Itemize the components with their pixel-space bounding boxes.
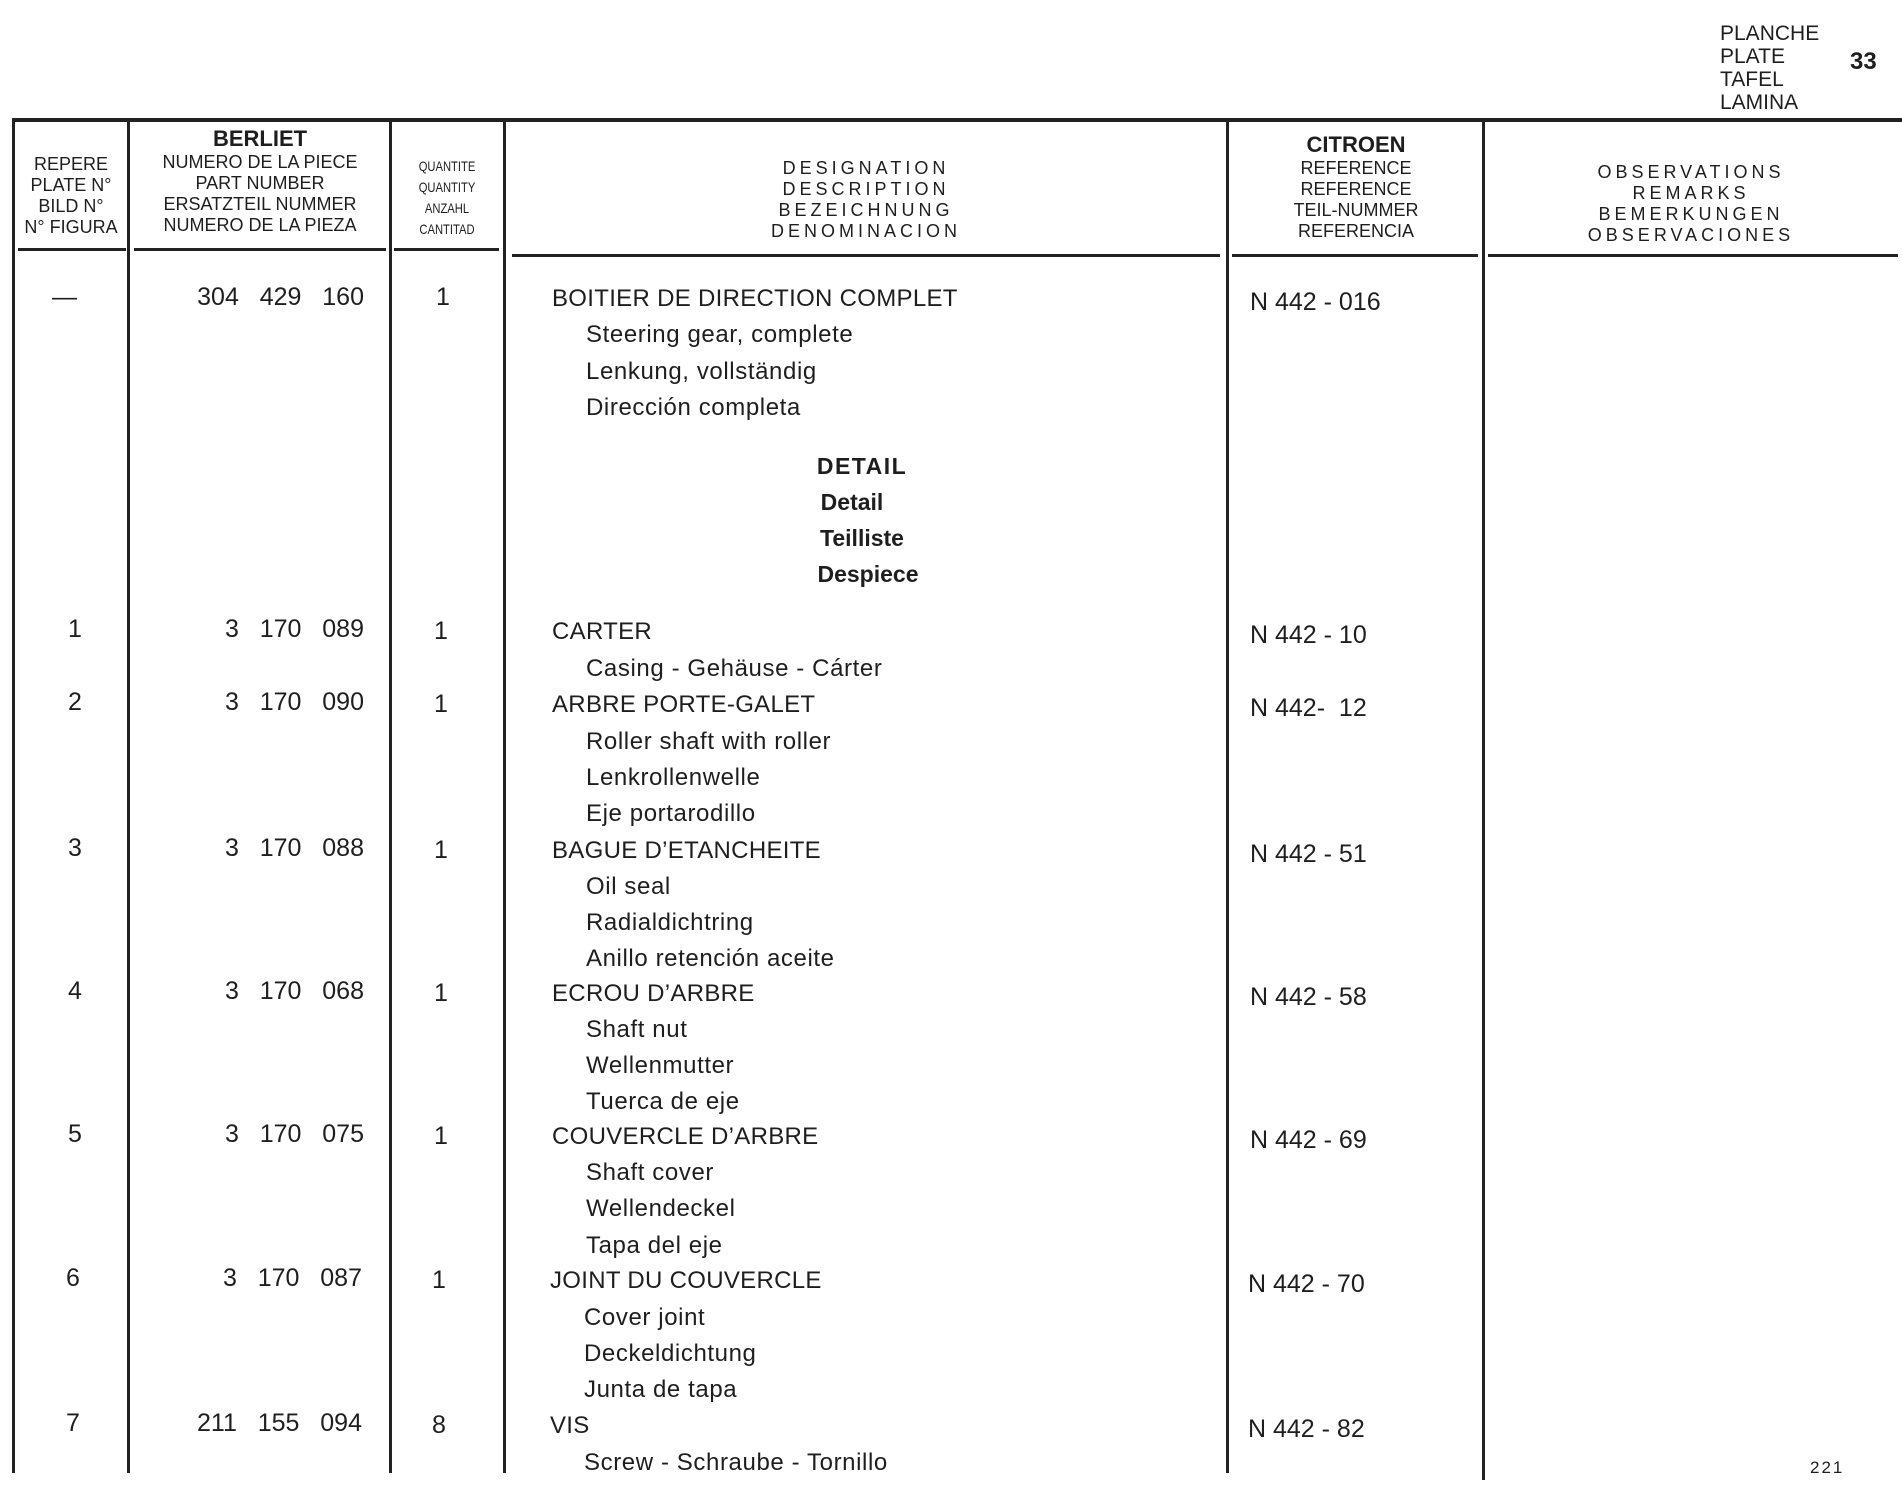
row-6-ref: 6 xyxy=(66,1264,80,1292)
detail-title-es: Despiece xyxy=(817,561,919,587)
col-header-observations xyxy=(1486,162,1896,246)
header-rule-4 xyxy=(512,254,1220,257)
row-1-sub-0: Casing - Gehäuse - Cárter xyxy=(586,655,883,682)
observations-en: REMARKS xyxy=(1632,183,1750,203)
row-6-sub-0: Cover joint xyxy=(584,1304,706,1331)
row-4-citroen: N 442 - 58 xyxy=(1250,983,1367,1011)
col-divider-4 xyxy=(1226,118,1229,1473)
row-6-sub-2: Junta de tapa xyxy=(584,1376,738,1403)
row-3-sub-2: Anillo retención aceite xyxy=(586,945,835,972)
row-3-part xyxy=(134,834,364,863)
repere-en: PLATE N° xyxy=(30,175,112,195)
row-7-ref: 7 xyxy=(66,1409,80,1437)
berliet-de: ERSATZTEIL NUMMER xyxy=(163,194,357,214)
row-6-sub-1: Deckeldichtung xyxy=(584,1340,757,1367)
designation-fr: DESIGNATION xyxy=(782,158,950,178)
part-seg: 090 xyxy=(322,688,364,716)
row-7-name: VIS xyxy=(550,1412,590,1439)
berliet-fr: NUMERO DE LA PIECE xyxy=(162,152,358,172)
quantity-fr: QUANTITE xyxy=(418,158,476,174)
row-0-sub-1: Lenkung, vollständig xyxy=(586,358,817,385)
col-divider-0 xyxy=(12,118,15,1473)
row-4-part xyxy=(134,977,364,1006)
part-seg: 304 xyxy=(197,283,239,311)
row-0-name: BOITIER DE DIRECTION COMPLET xyxy=(552,285,958,312)
part-seg: 170 xyxy=(259,615,302,643)
part-seg: 3 xyxy=(224,977,239,1005)
observations-de: BEMERKUNGEN xyxy=(1598,204,1784,224)
repere-es: N° FIGURA xyxy=(24,217,118,237)
designation-es: DENOMINACION xyxy=(770,221,961,241)
row-3-ref: 3 xyxy=(68,834,82,862)
part-seg: 160 xyxy=(322,283,364,311)
row-6-name: JOINT DU COUVERCLE xyxy=(550,1267,822,1294)
row-3-sub-1: Radialdichtring xyxy=(586,909,754,936)
part-seg: 089 xyxy=(322,615,364,643)
col-divider-1 xyxy=(127,118,130,1473)
quantity-es: CANTITAD xyxy=(419,221,475,237)
part-seg: 3 xyxy=(224,688,239,716)
row-0-ref: — xyxy=(52,283,77,311)
row-7-qty: 8 xyxy=(432,1411,446,1439)
part-seg: 3 xyxy=(222,1264,237,1292)
row-2-qty: 1 xyxy=(434,690,448,718)
row-3-qty: 1 xyxy=(434,836,448,864)
row-2-sub-2: Eje portarodillo xyxy=(586,800,756,827)
row-0-qty: 1 xyxy=(436,283,450,311)
part-seg: 429 xyxy=(259,283,302,311)
row-6-qty: 1 xyxy=(432,1266,446,1294)
plate-number: 33 xyxy=(1850,48,1877,75)
observations-es: OBSERVACIONES xyxy=(1587,225,1795,245)
col-header-repere xyxy=(16,154,126,238)
row-1-citroen: N 442 - 10 xyxy=(1250,621,1367,649)
col-header-quantity xyxy=(392,156,502,240)
row-5-ref: 5 xyxy=(68,1120,82,1148)
row-1-qty: 1 xyxy=(434,617,448,645)
citroen-es: REFERENCIA xyxy=(1297,221,1414,241)
row-5-sub-0: Shaft cover xyxy=(586,1159,714,1186)
plate-label-de: TAFEL xyxy=(1720,68,1784,91)
plate-label-es: LAMINA xyxy=(1720,91,1799,114)
citroen-de: TEIL-NUMMER xyxy=(1293,200,1419,220)
row-4-sub-0: Shaft nut xyxy=(586,1016,688,1043)
citroen-en: REFERENCE xyxy=(1300,179,1412,199)
designation-de: BEZEICHNUNG xyxy=(778,200,954,220)
row-0-citroen: N 442 - 016 xyxy=(1250,288,1381,316)
row-7-sub-0: Screw - Schraube - Tornillo xyxy=(584,1449,888,1476)
plate-label xyxy=(1720,22,1819,114)
header-rule-5 xyxy=(1232,254,1478,257)
header-rule-6 xyxy=(1488,254,1898,257)
part-seg: 155 xyxy=(257,1409,300,1437)
row-2-ref: 2 xyxy=(68,688,82,716)
header-rule-1 xyxy=(18,248,126,251)
row-2-sub-0: Roller shaft with roller xyxy=(586,728,832,755)
citroen-fr: REFERENCE xyxy=(1300,158,1412,178)
row-1-ref: 1 xyxy=(68,615,82,643)
top-rule xyxy=(12,118,1902,122)
col-divider-2 xyxy=(389,118,392,1473)
part-seg: 170 xyxy=(259,977,302,1005)
row-3-name: BAGUE D’ETANCHEITE xyxy=(552,837,821,864)
part-seg: 211 xyxy=(197,1409,237,1437)
citroen-title: CITROEN xyxy=(1306,132,1406,157)
detail-title-de: Teilliste xyxy=(820,525,904,551)
detail-title-en: Detail xyxy=(820,489,884,515)
repere-de: BILD N° xyxy=(38,196,104,216)
row-1-part xyxy=(134,615,364,644)
row-4-ref: 4 xyxy=(68,977,82,1005)
repere-fr: REPERE xyxy=(33,154,109,174)
row-1-name: CARTER xyxy=(552,618,653,645)
row-2-part xyxy=(134,688,364,717)
col-divider-3 xyxy=(503,118,506,1473)
berliet-en: PART NUMBER xyxy=(195,173,325,193)
row-6-citroen: N 442 - 70 xyxy=(1248,1270,1365,1298)
col-header-berliet xyxy=(132,126,388,236)
header-rule-2 xyxy=(134,248,386,251)
quantity-de: ANZAHL xyxy=(424,200,470,216)
col-header-designation xyxy=(506,158,1226,242)
berliet-es: NUMERO DE LA PIEZA xyxy=(163,215,357,235)
berliet-title: BERLIET xyxy=(212,126,308,151)
part-seg: 3 xyxy=(224,1120,239,1148)
row-5-part xyxy=(134,1120,364,1149)
row-4-sub-2: Tuerca de eje xyxy=(586,1088,740,1115)
part-seg: 170 xyxy=(259,834,302,862)
part-seg: 3 xyxy=(224,615,239,643)
part-seg: 087 xyxy=(320,1264,362,1292)
row-3-sub-0: Oil seal xyxy=(586,873,671,900)
row-7-part xyxy=(132,1409,362,1438)
row-5-qty: 1 xyxy=(434,1122,448,1150)
row-2-citroen: N 442- 12 xyxy=(1250,694,1367,722)
part-seg: 3 xyxy=(224,834,239,862)
plate-label-fr: PLANCHE xyxy=(1720,22,1820,45)
row-2-sub-1: Lenkrollenwelle xyxy=(586,764,761,791)
quantity-en: QUANTITY xyxy=(418,179,476,195)
part-seg: 170 xyxy=(259,1120,302,1148)
part-seg: 170 xyxy=(257,1264,300,1292)
row-2-name: ARBRE PORTE-GALET xyxy=(552,691,816,718)
detail-title-fr: DETAIL xyxy=(816,453,908,479)
part-seg: 170 xyxy=(259,688,302,716)
plate-label-en: PLATE xyxy=(1720,45,1785,68)
row-0-sub-2: Dirección completa xyxy=(586,394,801,421)
row-4-qty: 1 xyxy=(434,979,448,1007)
row-5-sub-1: Wellendeckel xyxy=(586,1195,736,1222)
row-5-name: COUVERCLE D’ARBRE xyxy=(552,1123,819,1150)
row-6-part xyxy=(132,1264,362,1293)
page-number: 221 xyxy=(1810,1458,1845,1477)
row-7-citroen: N 442 - 82 xyxy=(1248,1415,1365,1443)
row-4-sub-1: Wellenmutter xyxy=(586,1052,735,1079)
designation-en: DESCRIPTION xyxy=(782,179,950,199)
row-0-sub-0: Steering gear, complete xyxy=(586,321,854,348)
header-rule-3 xyxy=(394,248,499,251)
row-5-citroen: N 442 - 69 xyxy=(1250,1126,1367,1154)
col-divider-5 xyxy=(1482,118,1485,1480)
row-3-citroen: N 442 - 51 xyxy=(1250,840,1367,868)
part-seg: 088 xyxy=(322,834,364,862)
part-seg: 075 xyxy=(322,1120,364,1148)
part-seg: 068 xyxy=(322,977,364,1005)
row-5-sub-2: Tapa del eje xyxy=(586,1232,723,1259)
observations-fr: OBSERVATIONS xyxy=(1597,162,1785,182)
part-seg: 094 xyxy=(320,1409,362,1437)
row-0-part xyxy=(134,283,364,312)
col-header-citroen xyxy=(1230,132,1482,242)
row-4-name: ECROU D’ARBRE xyxy=(552,980,755,1007)
